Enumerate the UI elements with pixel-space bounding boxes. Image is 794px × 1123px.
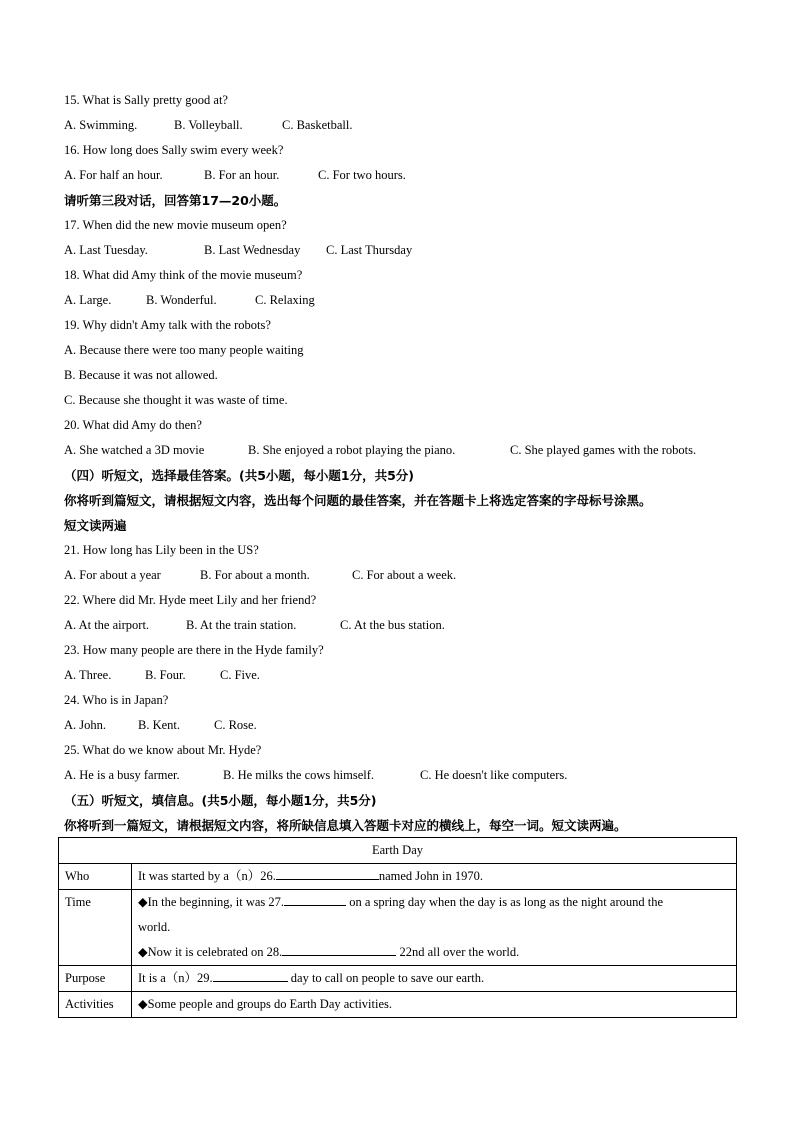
options-25 [64, 763, 744, 788]
part-5-title: （五）听短文，填信息。(共5小题，每小题1分，共5分) [64, 793, 377, 808]
time-text-1: ◆In the beginning, it was 27. [138, 895, 285, 909]
option-b: B. For an hour. [204, 168, 280, 182]
option-a: A. Last Tuesday. [64, 243, 148, 257]
option-c: C. Because she thought it was waste of time. [64, 393, 288, 407]
question-16: 16. How long does Sally swim every week? [64, 143, 284, 157]
option-c: C. Basketball. [282, 118, 353, 132]
table-row [59, 966, 737, 992]
options-22 [64, 613, 744, 638]
question-19: 19. Why didn't Amy talk with the robots? [64, 318, 271, 332]
option-c: C. For about a week. [352, 568, 457, 582]
row-label-purpose: Purpose [59, 966, 132, 992]
part-4-instruction-2: 短文读两遍 [64, 518, 127, 533]
part-5-instruction: 你将听到一篇短文，请根据短文内容，将所缺信息填入答题卡对应的横线上，每空一词。短文读两遍。 [64, 818, 627, 833]
option-b: B. For about a month. [200, 568, 310, 582]
who-text: It was started by a（n）26. [138, 869, 276, 883]
row-label-who: Who [59, 864, 132, 890]
question-25: 25. What do we know about Mr. Hyde? [64, 743, 262, 757]
question-18: 18. What did Amy think of the movie museum? [64, 268, 303, 282]
time-text-2-end: 22nd all over the world. [399, 945, 520, 959]
time-text-1-cont: world. [138, 920, 171, 934]
option-a: A. Swimming. [64, 118, 138, 132]
option-c: C. Rose. [214, 718, 257, 732]
section-3-instruction: 请听第三段对话，回答第17—20小题。 [64, 193, 287, 208]
answer-blank-29[interactable] [213, 967, 288, 982]
options-24 [64, 713, 744, 738]
options-20 [64, 438, 744, 463]
row-label-activities: Activities [59, 992, 132, 1018]
row-label-time: Time [59, 890, 132, 966]
question-20: 20. What did Amy do then? [64, 418, 202, 432]
options-21 [64, 563, 744, 588]
option-c: C. At the bus station. [340, 618, 445, 632]
question-21: 21. How long has Lily been in the US? [64, 543, 259, 557]
part-4-title: （四）听短文，选择最佳答案。(共5小题，每小题1分，共5分) [64, 468, 415, 483]
answer-blank-26[interactable] [276, 865, 379, 880]
option-b: B. Kent. [138, 718, 181, 732]
purpose-text-end: day to call on people to save our earth. [290, 971, 485, 985]
question-23: 23. How many people are there in the Hyde family? [64, 643, 324, 657]
answer-blank-27[interactable] [284, 891, 346, 906]
time-text-1-end: on a spring day when the day is as long as the night around the [349, 895, 664, 909]
option-b: B. Wonderful. [146, 293, 217, 307]
option-a: A. Large. [64, 293, 112, 307]
options-18 [64, 288, 744, 313]
option-a: A. Because there were too many people waiting [64, 343, 304, 357]
options-16 [64, 163, 744, 188]
question-24: 24. Who is in Japan? [64, 693, 169, 707]
option-b: B. At the train station. [186, 618, 297, 632]
options-23 [64, 663, 744, 688]
option-a: A. She watched a 3D movie [64, 443, 205, 457]
options-17 [64, 238, 744, 263]
option-b: B. She enjoyed a robot playing the piano. [248, 443, 456, 457]
option-c: C. Five. [220, 668, 260, 682]
table-heading: Earth Day [59, 838, 737, 864]
options-15 [64, 113, 744, 138]
option-c: C. Last Thursday [326, 243, 413, 257]
option-b: B. Because it was not allowed. [64, 368, 218, 382]
time-text-2: ◆Now it is celebrated on 28. [138, 945, 283, 959]
row-content-who [132, 864, 737, 890]
option-b: B. Last Wednesday [204, 243, 301, 257]
option-a: A. He is a busy farmer. [64, 768, 180, 782]
table-row [59, 864, 737, 890]
question-list [64, 88, 744, 838]
option-a: A. For about a year [64, 568, 161, 582]
question-22: 22. Where did Mr. Hyde meet Lily and her friend? [64, 593, 317, 607]
option-c: C. For two hours. [318, 168, 406, 182]
option-b: B. Four. [145, 668, 186, 682]
option-a: A. For half an hour. [64, 168, 163, 182]
option-c: C. Relaxing [255, 293, 315, 307]
table-row [59, 890, 737, 966]
row-content-purpose [132, 966, 737, 992]
table-row [59, 838, 737, 864]
option-b: B. Volleyball. [174, 118, 243, 132]
option-a: A. Three. [64, 668, 112, 682]
row-content-activities: ◆Some people and groups do Earth Day activities. [132, 992, 737, 1018]
part-4-instruction: 你将听到篇短文，请根据短文内容，选出每个问题的最佳答案，并在答题卡上将选定答案的字母标号涂黑。 [64, 493, 652, 508]
purpose-text: It is a（n）29. [138, 971, 213, 985]
question-15: 15. What is Sally pretty good at? [64, 93, 228, 107]
option-b: B. He milks the cows himself. [223, 768, 375, 782]
option-a: A. John. [64, 718, 107, 732]
earth-day-table [58, 837, 737, 1018]
question-17: 17. When did the new movie museum open? [64, 218, 287, 232]
who-text-end: named John in 1970. [378, 869, 483, 883]
table-row [59, 992, 737, 1018]
option-a: A. At the airport. [64, 618, 150, 632]
option-c: C. She played games with the robots. [510, 443, 697, 457]
answer-blank-28[interactable] [282, 941, 396, 956]
option-c: C. He doesn't like computers. [420, 768, 568, 782]
row-content-time [132, 890, 737, 966]
